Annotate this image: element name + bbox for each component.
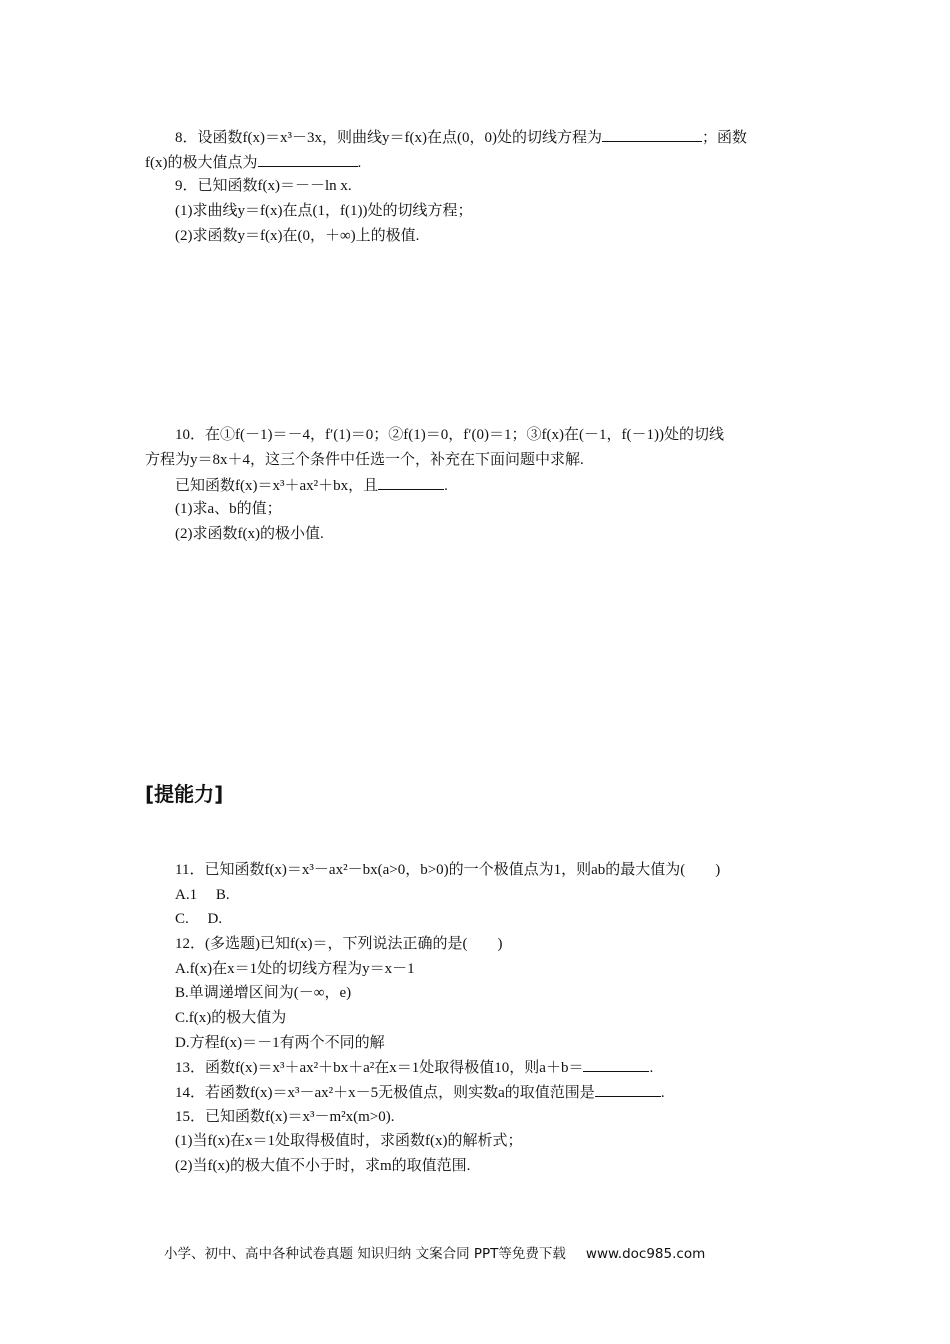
q10-part2: (2)求函数f(x)的极小值. xyxy=(175,526,324,542)
q14-text-b: . xyxy=(660,1085,665,1101)
q8-blank-tangent[interactable] xyxy=(602,127,702,142)
q12-option-a: A.f(x)在x＝1处的切线方程为y＝x－1 xyxy=(175,961,415,977)
q9-stem: 9．已知函数f(x)＝－－ln x. xyxy=(175,178,352,194)
q13-line xyxy=(175,1057,653,1078)
q12-option-d: D.方程f(x)＝－1有两个不同的解 xyxy=(175,1035,385,1051)
q12-stem: 12．(多选题)已知f(x)＝，下列说法正确的是( ) xyxy=(175,936,503,952)
q12-option-b: B.单调递增区间为(－∞，e) xyxy=(175,985,352,1001)
q11-options-ab: A.1 B. xyxy=(175,887,230,903)
q13-text-b: . xyxy=(649,1060,654,1076)
q8-line1 xyxy=(175,127,747,148)
q8-text-c: f(x)的极大值点为 xyxy=(145,155,258,171)
q8-blank-max-point[interactable] xyxy=(258,152,358,167)
q15-stem: 15．已知函数f(x)＝x³－m²x(m>0). xyxy=(175,1109,395,1125)
q14-blank[interactable] xyxy=(595,1082,661,1097)
q10-line3 xyxy=(175,475,448,496)
q10-line1: 10．在①f(－1)＝－4，f′(1)＝0；②f(1)＝0，f′(0)＝1；③f(x)在(－1，f(－1))处的切线 xyxy=(175,427,724,443)
q8-line2 xyxy=(145,152,361,173)
q10-part1: (1)求a、b的值； xyxy=(175,501,282,517)
q10-line2: 方程为y＝8x＋4，这三个条件中任选一个，补充在下面问题中求解. xyxy=(145,452,584,468)
q10-text-b: . xyxy=(444,478,448,494)
q11-stem: 11．已知函数f(x)＝x³－ax²－bx(a>0，b>0)的一个极值点为1，则ab的最大值为( ) xyxy=(175,862,721,878)
section-title: [提能力] xyxy=(145,782,224,806)
q10-blank-condition[interactable] xyxy=(378,475,444,490)
q14-line xyxy=(175,1082,665,1103)
footer xyxy=(164,1244,705,1264)
q8-text-b: ；函数 xyxy=(701,130,747,146)
q13-text-a: 13．函数f(x)＝x³＋ax²＋bx＋a²在x＝1处取得极值10，则a＋b＝ xyxy=(175,1060,584,1076)
q13-blank[interactable] xyxy=(583,1057,649,1072)
q10-text-a: 已知函数f(x)＝x³＋ax²＋bx，且 xyxy=(175,478,379,494)
q11-options-cd: C. D. xyxy=(175,911,223,927)
q8-text-d: . xyxy=(357,155,362,171)
q8-text-a: 8．设函数f(x)＝x³－3x，则曲线y＝f(x)在点(0，0)处的切线方程为 xyxy=(175,130,602,146)
q9-part1: (1)求曲线y＝f(x)在点(1，f(1))处的切线方程； xyxy=(175,203,473,219)
q15-part1: (1)当f(x)在x＝1处取得极值时，求函数f(x)的解析式； xyxy=(175,1133,523,1149)
q15-part2: (2)当f(x)的极大值不小于时，求m的取值范围. xyxy=(175,1158,471,1174)
q9-part2: (2)求函数y＝f(x)在(0，＋∞)上的极值. xyxy=(175,228,420,244)
footer-site-link[interactable]: www.doc985.com xyxy=(585,1246,706,1262)
q12-option-c: C.f(x)的极大值为 xyxy=(175,1010,287,1026)
q14-text-a: 14．若函数f(x)＝x³－ax²＋x－5无极值点，则实数a的取值范围是 xyxy=(175,1085,595,1101)
footer-text: 小学、初中、高中各种试卷真题 知识归纳 文案合同 PPT等免费下载 xyxy=(164,1246,566,1262)
